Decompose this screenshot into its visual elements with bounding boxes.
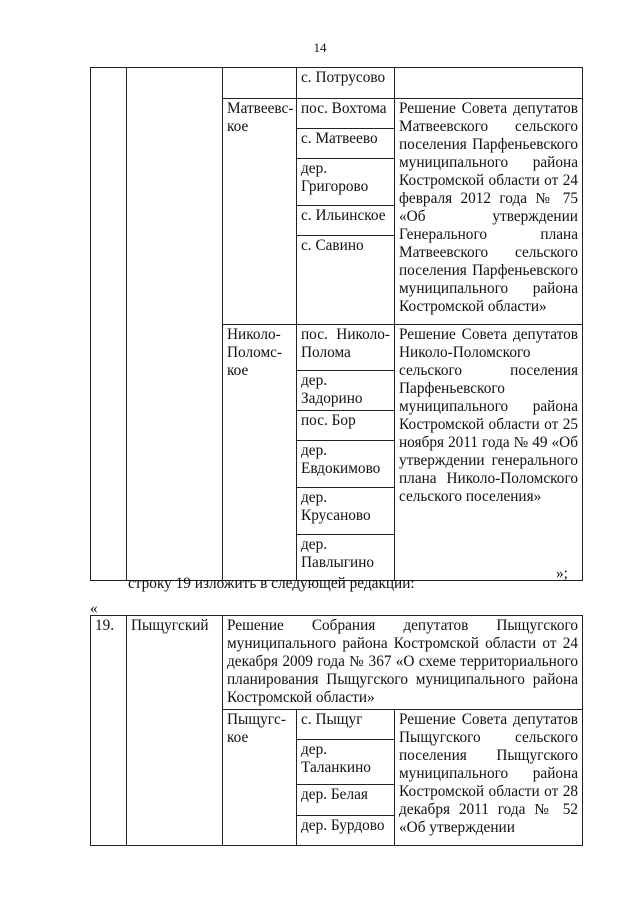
settlement-cell: дер. Бурдово <box>297 816 395 846</box>
municipality-cell: Матвеевс-кое <box>223 99 297 325</box>
decision-cell: Решение Совета депутатов Пыщугского сельского поселения Пыщугского муниципального района Костромской области от 28 декабря 2011 года № 52 «Об утверждении <box>395 710 583 846</box>
page-number: 14 <box>313 40 327 55</box>
settlement-cell: дер. Павлыгино <box>297 535 395 581</box>
decision-cell: Решение Совета депутатов Матвеевского сельского поселения Парфеньевского муниципального района Костромской области от 24 февраля 2012 года № 75 «Об утверждении Генерального плана Матвеевского сельского поселения Парфеньевского муниципального района Костромской области» <box>395 99 583 325</box>
row-19-table <box>90 615 582 846</box>
settlement-cell: с. Ильинское <box>297 206 395 236</box>
municipality-cell <box>223 68 297 99</box>
settlement-cell: дер. Григорово <box>297 159 395 206</box>
municipality-cell: Николо-Поломс-кое <box>223 325 297 581</box>
opening-quote: « <box>90 600 98 617</box>
instruction-text: строку 19 изложить в следующей редакции: <box>128 575 415 592</box>
settlement-cell: дер. Задорино <box>297 371 395 411</box>
decision-cell <box>395 68 583 99</box>
decision-cell: Решение Совета депутатов Николо-Поломского сельского поселения Парфеньевского муниципального района Костромской области от 25 ноября 2011 года № 49 «Об утверждении генерального плана Николо-Поломского сельского поселения» <box>395 325 583 581</box>
settlement-cell: с. Матвеево <box>297 129 395 159</box>
municipality-cell: Пыщугс-кое <box>223 710 297 846</box>
district-name: Пыщугский <box>127 616 223 846</box>
settlement-cell: дер. Евдокимово <box>297 441 395 488</box>
settlement-cell: пос. Бор <box>297 411 395 441</box>
district-cell <box>127 68 223 581</box>
settlement-cell: дер. Белая <box>297 785 395 816</box>
settlement-cell: пос. Вохтома <box>297 99 395 129</box>
settlement-cell: с. Савино <box>297 236 395 325</box>
number-cell <box>91 68 127 581</box>
settlements-table-continued <box>90 67 582 581</box>
closing-quote: »; <box>556 565 568 582</box>
settlement-cell: с. Пыщуг <box>297 710 395 740</box>
settlement-cell: с. Потрусово <box>297 68 395 99</box>
settlement-cell: дер. Крусаново <box>297 488 395 535</box>
settlement-cell: дер. Таланкино <box>297 740 395 785</box>
settlement-cell: пос. Николо-Полома <box>297 325 395 371</box>
row-number: 19. <box>91 616 127 846</box>
district-decision: Решение Собрания депутатов Пыщугского муниципального района Костромской области от 24 декабря 2009 года № 367 «О схеме территориального планирования Пыщугского муниципального района Костромской области» <box>223 616 583 710</box>
